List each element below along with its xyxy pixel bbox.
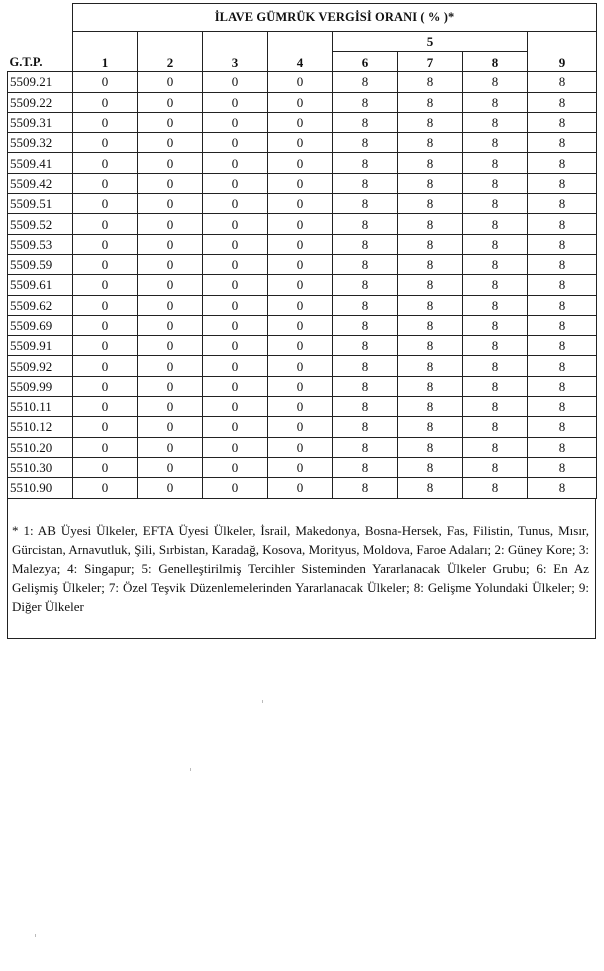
table-row (8, 112, 597, 132)
rate-cell: 0 (268, 254, 333, 274)
rate-cell: 0 (73, 478, 138, 498)
rate-cell: 8 (333, 234, 398, 254)
rate-cell: 8 (463, 315, 528, 335)
rate-cell: 8 (463, 194, 528, 214)
table-row (8, 437, 597, 457)
rate-cell: 0 (268, 356, 333, 376)
column-header-1: 1 (73, 32, 138, 72)
rate-cell: 0 (138, 356, 203, 376)
rate-cell: 0 (138, 153, 203, 173)
tariff-document (7, 3, 596, 639)
rate-cell: 0 (268, 457, 333, 477)
rate-cell: 0 (203, 397, 268, 417)
rate-cell: 8 (398, 336, 463, 356)
rate-cell: 0 (203, 214, 268, 234)
table-row (8, 376, 597, 396)
rate-cell: 8 (528, 234, 597, 254)
rate-cell: 8 (463, 397, 528, 417)
rate-cell: 8 (528, 214, 597, 234)
rate-cell: 0 (138, 295, 203, 315)
column-header-2: 2 (138, 32, 203, 72)
table-row (8, 315, 597, 335)
gtp-code-cell: 5510.11 (8, 397, 73, 417)
gtp-code-cell: 5509.41 (8, 153, 73, 173)
rate-cell: 8 (528, 478, 597, 498)
rate-cell: 0 (73, 356, 138, 376)
rate-cell: 0 (203, 437, 268, 457)
rate-cell: 8 (463, 153, 528, 173)
gtp-code-cell: 5509.42 (8, 173, 73, 193)
rate-cell: 8 (528, 275, 597, 295)
rate-cell: 0 (138, 376, 203, 396)
rate-cell: 0 (138, 92, 203, 112)
rate-cell: 8 (463, 478, 528, 498)
rate-cell: 8 (463, 92, 528, 112)
table-row (8, 478, 597, 498)
rate-cell: 0 (138, 478, 203, 498)
rate-cell: 0 (268, 376, 333, 396)
gtp-code-cell: 5509.51 (8, 194, 73, 214)
table-row (8, 417, 597, 437)
rate-cell: 8 (333, 275, 398, 295)
table-header (8, 4, 597, 72)
column-header-9: 9 (528, 32, 597, 72)
rate-cell: 0 (268, 275, 333, 295)
rate-cell: 8 (463, 417, 528, 437)
rate-cell: 8 (398, 173, 463, 193)
rate-cell: 0 (73, 437, 138, 457)
rate-cell: 0 (73, 214, 138, 234)
rate-cell: 0 (203, 417, 268, 437)
rate-cell: 8 (398, 194, 463, 214)
rate-cell: 8 (463, 457, 528, 477)
rate-cell: 0 (73, 417, 138, 437)
column-header-4: 4 (268, 32, 333, 72)
rate-cell: 8 (463, 72, 528, 92)
rate-cell: 0 (138, 336, 203, 356)
rate-cell: 0 (268, 153, 333, 173)
rate-cell: 0 (203, 72, 268, 92)
rate-cell: 8 (463, 336, 528, 356)
rate-cell: 8 (333, 295, 398, 315)
rate-cell: 8 (333, 112, 398, 132)
rate-cell: 0 (203, 295, 268, 315)
rate-cell: 0 (73, 397, 138, 417)
rate-cell: 8 (333, 72, 398, 92)
rate-cell: 0 (138, 254, 203, 274)
rate-cell: 8 (398, 457, 463, 477)
rate-cell: 8 (398, 376, 463, 396)
tariff-table (7, 3, 597, 499)
table-row (8, 133, 597, 153)
rate-cell: 8 (398, 214, 463, 234)
rate-cell: 0 (203, 315, 268, 335)
rate-cell: 0 (73, 173, 138, 193)
rate-cell: 8 (398, 356, 463, 376)
table-row (8, 457, 597, 477)
table-row (8, 194, 597, 214)
rate-cell: 0 (268, 133, 333, 153)
rate-cell: 8 (333, 397, 398, 417)
rate-cell: 0 (268, 173, 333, 193)
rate-cell: 8 (398, 478, 463, 498)
rate-cell: 8 (528, 72, 597, 92)
rate-cell: 8 (398, 72, 463, 92)
rate-cell: 8 (528, 315, 597, 335)
rate-cell: 8 (333, 356, 398, 376)
table-row (8, 234, 597, 254)
table-title: İLAVE GÜMRÜK VERGİSİ ORANI ( % )* (73, 4, 597, 32)
gtp-code-cell: 5509.53 (8, 234, 73, 254)
table-row (8, 214, 597, 234)
rate-cell: 8 (528, 112, 597, 132)
rate-cell: 0 (268, 417, 333, 437)
rate-cell: 8 (398, 234, 463, 254)
rate-cell: 8 (528, 194, 597, 214)
gtp-code-cell: 5510.90 (8, 478, 73, 498)
table-row (8, 295, 597, 315)
rate-cell: 0 (73, 234, 138, 254)
rate-cell: 0 (73, 315, 138, 335)
rate-cell: 0 (73, 92, 138, 112)
rate-cell: 8 (528, 376, 597, 396)
gtp-code-cell: 5509.32 (8, 133, 73, 153)
rate-cell: 8 (333, 437, 398, 457)
rate-cell: 8 (528, 356, 597, 376)
rate-cell: 0 (203, 336, 268, 356)
rate-cell: 0 (73, 457, 138, 477)
rate-cell: 8 (398, 397, 463, 417)
rate-cell: 8 (398, 275, 463, 295)
gtp-code-cell: 5509.52 (8, 214, 73, 234)
rate-cell: 0 (203, 173, 268, 193)
rate-cell: 8 (463, 254, 528, 274)
rate-cell: 0 (268, 92, 333, 112)
rate-cell: 8 (528, 295, 597, 315)
rate-cell: 8 (463, 437, 528, 457)
rate-cell: 0 (203, 275, 268, 295)
rate-cell: 0 (268, 315, 333, 335)
rate-cell: 0 (203, 133, 268, 153)
rate-cell: 8 (528, 173, 597, 193)
rate-cell: 0 (73, 254, 138, 274)
gtp-code-cell: 5509.92 (8, 356, 73, 376)
rate-cell: 0 (268, 72, 333, 92)
rate-cell: 0 (73, 295, 138, 315)
table-row (8, 72, 597, 92)
gtp-code-cell: 5510.20 (8, 437, 73, 457)
rate-cell: 0 (203, 92, 268, 112)
rate-cell: 0 (138, 112, 203, 132)
rate-cell: 0 (73, 133, 138, 153)
rate-cell: 0 (268, 437, 333, 457)
gtp-code-cell: 5509.99 (8, 376, 73, 396)
rate-cell: 8 (463, 173, 528, 193)
column-header-3: 3 (203, 32, 268, 72)
rate-cell: 0 (268, 336, 333, 356)
gtp-code-cell: 5509.61 (8, 275, 73, 295)
gtp-code-cell: 5509.91 (8, 336, 73, 356)
table-row (8, 254, 597, 274)
scan-speck (262, 700, 263, 703)
rate-cell: 8 (333, 478, 398, 498)
rate-cell: 0 (203, 376, 268, 396)
rate-cell: 0 (268, 112, 333, 132)
gtp-code-cell: 5510.12 (8, 417, 73, 437)
rate-cell: 0 (268, 295, 333, 315)
column-header-6: 6 (333, 52, 398, 72)
rate-cell: 0 (268, 194, 333, 214)
rate-cell: 8 (333, 315, 398, 335)
table-row (8, 336, 597, 356)
rate-cell: 8 (333, 194, 398, 214)
column-header-8: 8 (463, 52, 528, 72)
rate-cell: 8 (333, 153, 398, 173)
rate-cell: 0 (138, 437, 203, 457)
rate-cell: 0 (203, 254, 268, 274)
gtp-code-cell: 5509.31 (8, 112, 73, 132)
rate-cell: 0 (73, 275, 138, 295)
rate-cell: 0 (73, 72, 138, 92)
column-header-gtp: G.T.P. (8, 4, 73, 72)
rate-cell: 8 (333, 336, 398, 356)
rate-cell: 0 (138, 397, 203, 417)
rate-cell: 8 (528, 254, 597, 274)
gtp-code-cell: 5509.22 (8, 92, 73, 112)
rate-cell: 8 (398, 254, 463, 274)
rate-cell: 8 (333, 254, 398, 274)
rate-cell: 0 (138, 214, 203, 234)
rate-cell: 0 (138, 194, 203, 214)
rate-cell: 8 (333, 376, 398, 396)
rate-cell: 8 (463, 133, 528, 153)
rate-cell: 8 (398, 92, 463, 112)
rate-cell: 0 (268, 478, 333, 498)
gtp-code-cell: 5509.21 (8, 72, 73, 92)
rate-cell: 8 (333, 457, 398, 477)
rate-cell: 0 (138, 234, 203, 254)
rate-cell: 8 (398, 153, 463, 173)
table-row (8, 173, 597, 193)
rate-cell: 8 (333, 133, 398, 153)
rate-cell: 0 (73, 153, 138, 173)
rate-cell: 8 (398, 112, 463, 132)
rate-cell: 0 (73, 376, 138, 396)
rate-cell: 0 (203, 112, 268, 132)
scan-speck (35, 934, 36, 937)
rate-cell: 0 (73, 112, 138, 132)
rate-cell: 8 (528, 133, 597, 153)
rate-cell: 8 (463, 275, 528, 295)
rate-cell: 8 (398, 295, 463, 315)
rate-cell: 0 (138, 315, 203, 335)
column-group-5: 5 (333, 32, 528, 52)
rate-cell: 0 (203, 234, 268, 254)
rate-cell: 0 (138, 457, 203, 477)
rate-cell: 8 (463, 356, 528, 376)
rate-cell: 8 (463, 234, 528, 254)
rate-cell: 0 (73, 336, 138, 356)
rate-cell: 0 (203, 194, 268, 214)
scan-speck (190, 768, 191, 771)
rate-cell: 8 (333, 417, 398, 437)
gtp-code-cell: 5509.59 (8, 254, 73, 274)
rate-cell: 8 (463, 214, 528, 234)
rate-cell: 8 (463, 295, 528, 315)
rate-cell: 0 (203, 457, 268, 477)
rate-cell: 8 (528, 397, 597, 417)
footnote: * 1: AB Üyesi Ülkeler, EFTA Üyesi Ülkeler, İsrail, Makedonya, Bosna-Hersek, Fas, Filistin, Tunus, Mısır, Gürcistan, Arnavutluk, Şili, Sırbistan, Karadağ, Kosova, Morityus, Moldova, Faroe Adaları; 2: Güney Kore; 3: Malezya; 4: Singapur; 5: Genelleştirilmiş Tercihler Sisteminden Yararlanacak Ülkeler Grubu; 6: En Az Gelişmiş Ülkeler; 7: Özel Teşvik Düzenlemelerinden Yararlanacak Ülkeler; 8: Gelişme Yolundaki Ülkeler; 9: Diğer Ülkeler (7, 499, 596, 639)
gtp-code-cell: 5509.62 (8, 295, 73, 315)
rate-cell: 0 (203, 153, 268, 173)
rate-cell: 8 (528, 437, 597, 457)
rate-cell: 8 (528, 417, 597, 437)
column-header-7: 7 (398, 52, 463, 72)
rate-cell: 0 (138, 173, 203, 193)
rate-cell: 0 (268, 234, 333, 254)
rate-cell: 0 (138, 133, 203, 153)
rate-cell: 8 (528, 336, 597, 356)
rate-cell: 8 (463, 376, 528, 396)
table-row (8, 356, 597, 376)
rate-cell: 8 (398, 437, 463, 457)
rate-cell: 8 (333, 214, 398, 234)
rate-cell: 8 (528, 457, 597, 477)
rate-cell: 8 (398, 315, 463, 335)
rate-cell: 8 (528, 153, 597, 173)
table-body (8, 72, 597, 498)
table-row (8, 397, 597, 417)
rate-cell: 0 (203, 356, 268, 376)
rate-cell: 8 (528, 92, 597, 112)
rate-cell: 0 (138, 275, 203, 295)
rate-cell: 0 (268, 214, 333, 234)
rate-cell: 0 (73, 194, 138, 214)
table-row (8, 153, 597, 173)
table-row (8, 275, 597, 295)
rate-cell: 0 (138, 72, 203, 92)
rate-cell: 0 (203, 478, 268, 498)
rate-cell: 8 (463, 112, 528, 132)
gtp-code-cell: 5510.30 (8, 457, 73, 477)
rate-cell: 0 (138, 417, 203, 437)
table-row (8, 92, 597, 112)
rate-cell: 8 (333, 92, 398, 112)
rate-cell: 8 (398, 133, 463, 153)
rate-cell: 0 (268, 397, 333, 417)
rate-cell: 8 (398, 417, 463, 437)
rate-cell: 8 (333, 173, 398, 193)
gtp-code-cell: 5509.69 (8, 315, 73, 335)
